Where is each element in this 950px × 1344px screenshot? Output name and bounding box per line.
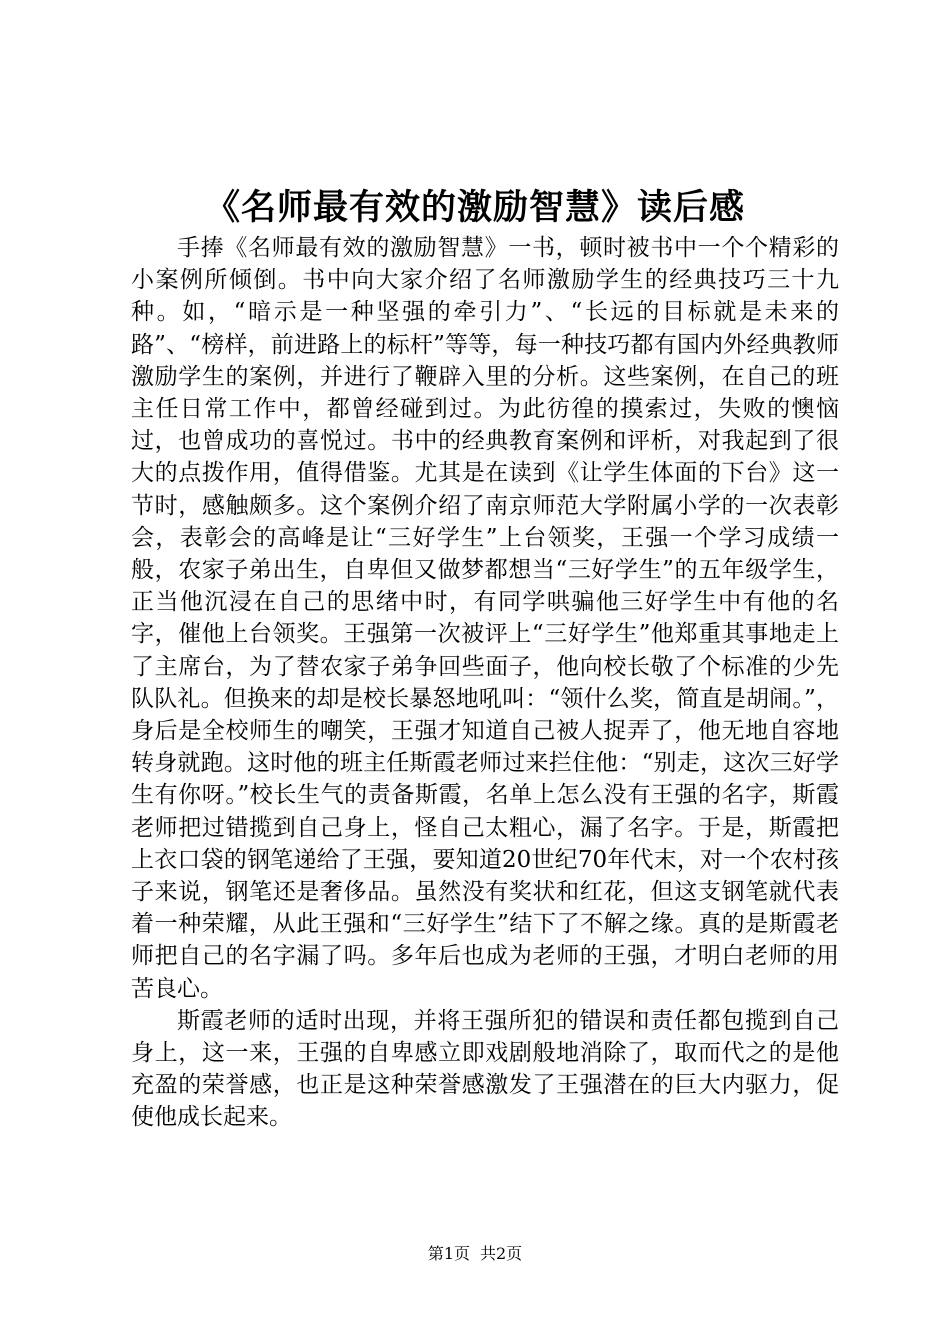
document-body (131, 232, 839, 1134)
body-paragraph-2: 斯霞老师的适时出现，并将王强所犯的错误和责任都包揽到自己身上，这一来，王强的自卑感立即戏剧般地消除了，取而代之的是他充盈的荣誉感，也正是这种荣誉感激发了王强潜在的巨大内驱力，促使他成长起来。 (131, 1007, 839, 1131)
page-total: 共2页 (480, 1244, 523, 1263)
page-footer (0, 1243, 950, 1265)
document-title: 《名师最有效的激励智慧》读后感 (204, 187, 745, 228)
body-paragraph-1: 手捧《名师最有效的激励智慧》一书，顿时被书中一个个精彩的小案例所倾倒。书中向大家介绍了名师激励学生的经典技巧三十九种。如，“暗示是一种坚强的牵引力”、“长远的目标就是未来的路”、“榜样，前进路上的标杆”等等，每一种技巧都有国内外经典教师激励学生的案例，并进行了鞭辟入里的分析。这些案例，在自己的班主任日常工作中，都曾经碰到过。为此彷徨的摸索过，失败的懊恼过，也曾成功的喜悦过。书中的经典教育案例和评析，对我起到了很大的点拨作用，值得借鉴。尤其是在读到《让学生体面的下台》这一节时，感触颇多。这个案例介绍了南京师范大学附属小学的一次表彰会，表彰会的高峰是让“三好学生”上台领奖，王强一个学习成绩一般，农家子弟出生，自卑但又做梦都想当“三好学生”的五年级学生，正当他沉浸在自己的思绪中时，有同学哄骗他三好学生中有他的名字，催他上台领奖。王强第一次被评上“三好学生”他郑重其事地走上了主席台，为了替农家子弟争回些面子，他向校长敬了个标准的少先队队礼。但换来的却是校长暴怒地吼叫：“领什么奖，简直是胡闹。”，身后是全校师生的嘲笑，王强才知道自己被人捉弄了，他无地自容地转身就跑。这时他的班主任斯霞老师过来拦住他：“别走，这次三好学生有你呀。”校长生气的责备斯霞，名单上怎么没有王强的名字，斯霞老师把过错揽到自己身上，怪自己太粗心，漏了名字。于是，斯霞把上衣口袋的钢笔递给了王强，要知道20世纪70年代末，对一个农村孩子来说，钢笔还是奢侈品。虽然没有奖状和红花，但这支钢笔就代表着一种荣耀，从此王强和“三好学生”结下了不解之缘。真的是斯霞老师把自己的名字漏了吗。多年后也成为老师的王强，才明白老师的用苦良心。 (131, 235, 839, 1002)
page-number: 第1页 (427, 1244, 470, 1263)
